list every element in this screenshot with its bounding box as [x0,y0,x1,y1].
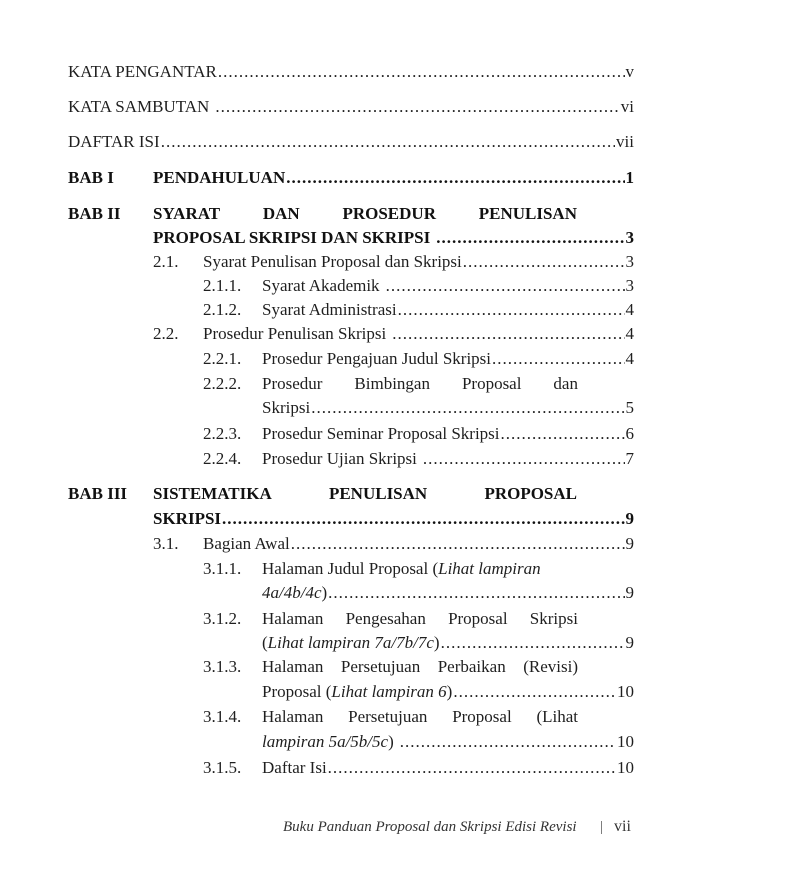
title-text: ) [388,732,394,751]
toc-page-number: 3 [625,252,634,271]
title-italic: lampiran 5a/5b/5c [262,732,389,751]
subsection-title: Prosedur Pengajuan Judul Skripsi [262,349,492,368]
section-number: 3.1. [153,534,179,553]
title-text: Proposal ( [262,682,332,701]
toc-subsection-3-1-1-line1[interactable] [0,557,800,581]
toc-subsection-2-2-1[interactable] [0,347,800,371]
toc-subsection-2-2-3[interactable] [0,422,800,446]
toc-subsection-3-1-2-line2[interactable] [0,631,800,655]
toc-page-number: 10 [617,758,634,777]
toc-subsection-3-1-2-line1[interactable] [0,607,800,631]
subsection-number: 3.1.5. [203,758,242,777]
toc-page-number: 5 [625,398,634,417]
toc-page-number: 4 [625,300,634,319]
footer-book-title: Buku Panduan Proposal dan Skripsi Edisi Revisi [283,819,577,835]
title-word: Halaman [262,609,324,628]
subsection-number: 3.1.1. [203,559,242,578]
toc-entry-label: KATA SAMBUTAN [68,97,210,116]
title-word: Persetujuan [340,657,421,676]
toc-page-number: 10 [617,732,634,751]
title-word: Perbaikan [437,657,506,676]
subsection-number: 3.1.2. [203,609,242,628]
subsection-number: 2.2.3. [203,424,242,443]
title-word: PENULISAN [328,484,428,503]
subsection-number: 3.1.4. [203,707,242,726]
leader-dots [215,95,619,119]
subsection-number: 2.2.4. [203,449,242,468]
toc-subsection-3-1-5[interactable] [0,756,800,780]
toc-section-2-2[interactable] [0,322,800,346]
toc-page-number: 9 [625,633,634,652]
toc-page-number: 7 [625,449,634,468]
subsection-title-line1 [262,705,578,729]
chapter-number: BAB II [68,204,121,223]
leader-dots [441,631,625,655]
title-word: Proposal [461,374,522,393]
toc-page-number: 1 [625,168,634,187]
title-word: dan [553,374,578,393]
toc-page-number: 4 [625,324,634,343]
toc-subsection-2-2-2-line1[interactable] [0,372,800,396]
subsection-number: 2.1.2. [203,300,242,319]
title-word: SISTEMATIKA [153,484,272,503]
title-word: Halaman [262,657,324,676]
toc-section-3-1[interactable] [0,532,800,556]
toc-page-number: 3 [625,228,634,247]
leader-dots [398,298,625,322]
toc-chapter-bab-2-line2[interactable] [0,226,800,250]
chapter-number: BAB I [68,168,114,187]
toc-entry-daftar-isi[interactable] [0,130,800,154]
leader-dots [218,60,625,84]
toc-subsection-3-1-4-line2[interactable] [0,730,800,754]
toc-page-number: 6 [625,424,634,443]
toc-subsection-2-2-4[interactable] [0,447,800,471]
toc-page-number: v [625,62,634,81]
toc-chapter-bab-3-line1[interactable] [0,482,800,506]
toc-subsection-3-1-1-line2[interactable] [0,581,800,605]
leader-dots [400,730,616,754]
toc-subsection-3-1-4-line1[interactable] [0,705,800,729]
title-italic: 4a/4b/4c [262,583,322,602]
title-text: ) [446,682,453,701]
leader-dots [311,396,624,420]
title-text: ) [433,633,440,652]
toc-page-number: vii [616,132,634,151]
title-italic: Lihat lampiran 7a/7b/7c [267,633,434,652]
title-word: (Revisi) [523,657,578,676]
title-text: ) [321,583,328,602]
toc-page-number: 9 [625,583,634,602]
leader-dots [161,130,615,154]
leader-dots [423,447,625,471]
toc-subsection-2-1-2[interactable] [0,298,800,322]
footer-page-number: vii [614,818,631,835]
subsection-title-line1 [262,372,578,396]
leader-dots [436,226,624,250]
toc-entry-label: KATA PENGANTAR [68,62,217,81]
toc-entry-kata-pengantar[interactable] [0,60,800,84]
toc-subsection-3-1-3-line1[interactable] [0,655,800,679]
toc-subsection-2-1-1[interactable] [0,274,800,298]
chapter-number: BAB III [68,484,128,503]
title-word: Proposal [448,609,508,628]
subsection-title-line1 [262,655,578,679]
subsection-title: Syarat Akademik [262,276,380,295]
title-word: Proposal [452,707,512,726]
leader-dots [453,680,616,704]
title-word: Pengesahan [345,609,426,628]
toc-page-number: 10 [617,682,634,701]
toc-entry-kata-sambutan[interactable] [0,95,800,119]
toc-chapter-bab-1[interactable] [0,166,800,190]
chapter-title-line1 [153,482,577,506]
title-word: SYARAT [153,204,221,223]
leader-dots [492,347,624,371]
subsection-title-line2 [262,730,394,754]
chapter-title: PENDAHULUAN [153,168,286,187]
subsection-title-line1 [262,557,541,581]
leader-dots [328,756,616,780]
leader-dots [328,581,624,605]
title-word: Prosedur [262,374,323,393]
title-word: PROPOSAL [484,484,577,503]
subsection-title: Prosedur Seminar Proposal Skripsi [262,424,500,443]
toc-page-number: 9 [625,509,634,528]
title-word: Persetujuan [348,707,428,726]
subsection-title-line2 [262,631,440,655]
subsection-title: Syarat Administrasi [262,300,397,319]
toc-subsection-3-1-3-line2[interactable] [0,680,800,704]
title-word: Bimbingan [354,374,430,393]
leader-dots [222,507,624,531]
title-text: Halaman Judul Proposal ( [262,559,439,578]
subsection-title-line2 [262,680,452,704]
toc-subsection-2-2-2-line2[interactable] [0,396,800,420]
chapter-title-line1 [153,202,577,226]
leader-dots [291,532,625,556]
section-number: 2.2. [153,324,179,343]
chapter-title-line2: SKRIPSI [153,509,222,528]
subsection-title-line2 [262,581,327,605]
toc-page-number: 9 [625,534,634,553]
title-word: Skripsi [529,609,578,628]
footer-separator: | [600,819,604,835]
subsection-title-line2: Skripsi [262,398,311,417]
subsection-number: 2.2.2. [203,374,242,393]
title-word: PENULISAN [478,204,577,223]
toc-chapter-bab-2-line1[interactable] [0,202,800,226]
leader-dots [392,322,624,346]
title-word: DAN [262,204,300,223]
section-title: Syarat Penulisan Proposal dan Skripsi [203,252,462,271]
leader-dots [386,274,625,298]
subsection-number: 2.2.1. [203,349,242,368]
toc-section-2-1[interactable] [0,250,800,274]
toc-page-number: 4 [625,349,634,368]
title-word: PROSEDUR [342,204,436,223]
section-title: Prosedur Penulisan Skripsi [203,324,387,343]
subsection-number: 2.1.1. [203,276,242,295]
subsection-number: 3.1.3. [203,657,242,676]
subsection-title-line1 [262,607,578,631]
toc-chapter-bab-3-line2[interactable] [0,507,800,531]
leader-dots [463,250,625,274]
toc-page-number: vi [620,97,634,116]
title-italic: Lihat lampiran [438,559,541,578]
chapter-title-line2: PROPOSAL SKRIPSI DAN SKRIPSI [153,228,431,247]
toc-page-number: 3 [625,276,634,295]
section-number: 2.1. [153,252,179,271]
title-word: Halaman [262,707,324,726]
title-word: (Lihat [536,707,578,726]
subsection-title: Daftar Isi [262,758,327,777]
leader-dots [286,166,624,190]
title-italic: Lihat lampiran 6 [331,682,447,701]
title-text: ( [262,633,268,652]
subsection-title: Prosedur Ujian Skripsi [262,449,417,468]
section-title: Bagian Awal [203,534,290,553]
leader-dots [501,422,625,446]
toc-entry-label: DAFTAR ISI [68,132,160,151]
